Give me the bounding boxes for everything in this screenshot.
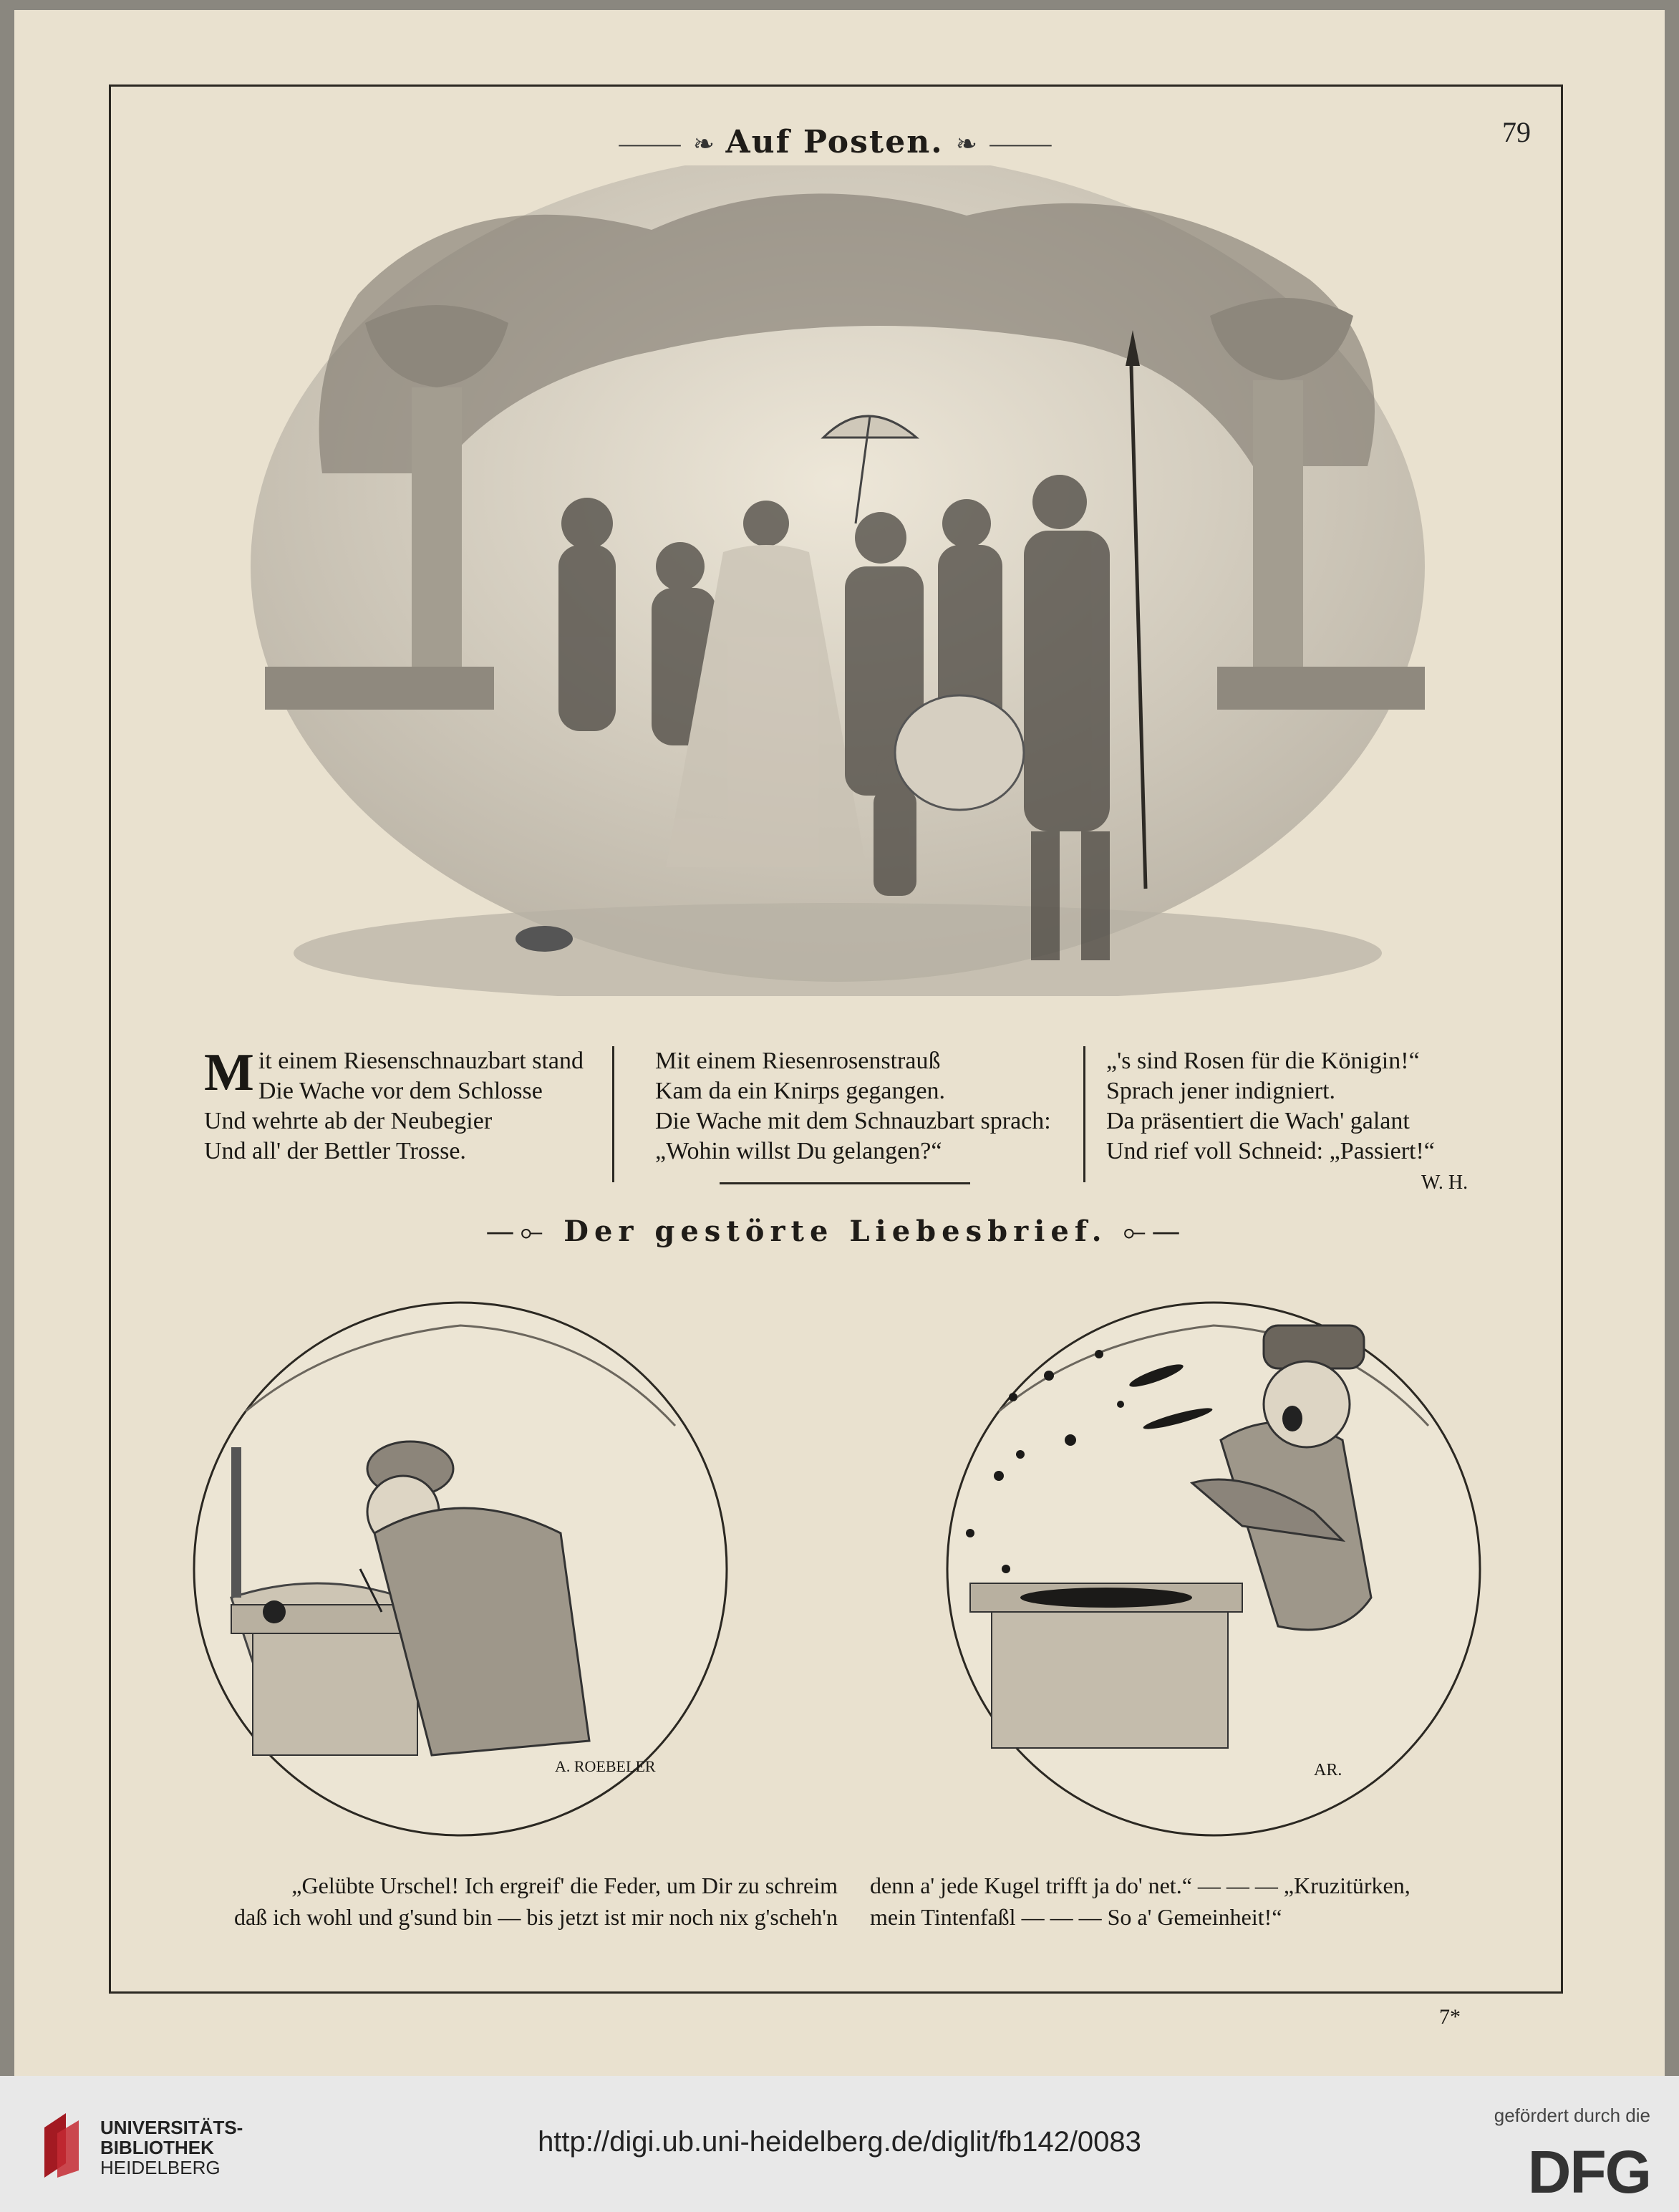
library-line-3: HEIDELBERG [100,2157,221,2178]
page-number: 79 [1502,116,1531,148]
caption-line: mein Tintenfaßl — — — So a' Gemeinheit!“ [870,1904,1282,1930]
signature-right: AR. [1314,1761,1342,1779]
title-ornament-right: ⟜— [1123,1215,1186,1248]
poem-line: Und wehrte ab der Neubegier [204,1108,493,1134]
header-ornament-right: ❧ ⸻ [955,130,1055,159]
poem-column-3 [1106,1046,1536,1167]
poem-line: Sprach jener indigniert. [1106,1078,1336,1104]
page-title: Auf Posten. [725,124,944,160]
caption-line: daß ich wohl und g'sund bin — bis jetzt ist mir noch nix g'scheh'n [234,1904,838,1930]
library-line-2: BIBLIOTHEK [100,2137,214,2158]
poem-author: W. H. [1421,1172,1468,1194]
poem-line: „'s sind Rosen für die Königin!“ [1106,1048,1420,1074]
caption-right [870,1870,1514,1933]
viewer-footer [0,2076,1679,2212]
section-title-text: Der gestörte Liebesbrief. [563,1214,1108,1248]
caption-line: denn a' jede Kugel trifft ja do' net.“ — — — „Kruzitürken, [870,1873,1411,1898]
ink-splash-illustration [942,1297,1486,1841]
poem-line: Mit einem Riesenrosenstrauß [655,1048,941,1074]
poem-line: Und rief voll Schneid: „Passiert!“ [1106,1138,1435,1164]
garden-scene-illustration [251,165,1425,996]
title-ornament-left: —⟜ [485,1215,564,1248]
caption-line: „Gelübte Urschel! Ich ergreif' die Feder, um Dir zu schreim [291,1873,838,1898]
sheet-signature-mark: 7* [1439,2005,1461,2029]
section-title [111,1214,1561,1248]
poem-line: Die Wache mit dem Schnauzbart sprach: [655,1108,1051,1134]
column-divider [612,1046,614,1182]
page-frame [109,84,1563,1994]
poem-line: Da präsentiert die Wach' galant [1106,1108,1410,1134]
permalink-url[interactable]: http://digi.ub.uni-heidelberg.de/diglit/fb142/0083 [538,2126,1141,2158]
poem-line-text: it einem Riesenschnauzbart stand [258,1048,584,1074]
sponsor-text: gefördert durch die [1494,2105,1650,2126]
section-rule [720,1182,970,1184]
dfg-logo[interactable]: DFG [1527,2138,1650,2206]
poem-line: Und all' der Bettler Trosse. [204,1138,466,1164]
poem-column-1 [204,1043,634,1167]
page-header [111,114,1561,171]
header-ornament-left: ⸻ ❧ [617,130,726,159]
caption-left [193,1870,838,1933]
poem-column-2 [655,1046,1085,1167]
library-line-1: UNIVERSITÄTS- [100,2117,243,2138]
poem-line: Kam da ein Knirps gegangen. [655,1078,946,1104]
signature-left: A. ROEBELER [555,1757,656,1775]
poem-line: Die Wache vor dem Schlosse [258,1078,543,1104]
drop-cap: M [204,1043,254,1102]
column-divider [1083,1046,1085,1182]
scanned-page [14,10,1665,2076]
poem-line: „Wohin willst Du gelangen?“ [655,1138,942,1164]
